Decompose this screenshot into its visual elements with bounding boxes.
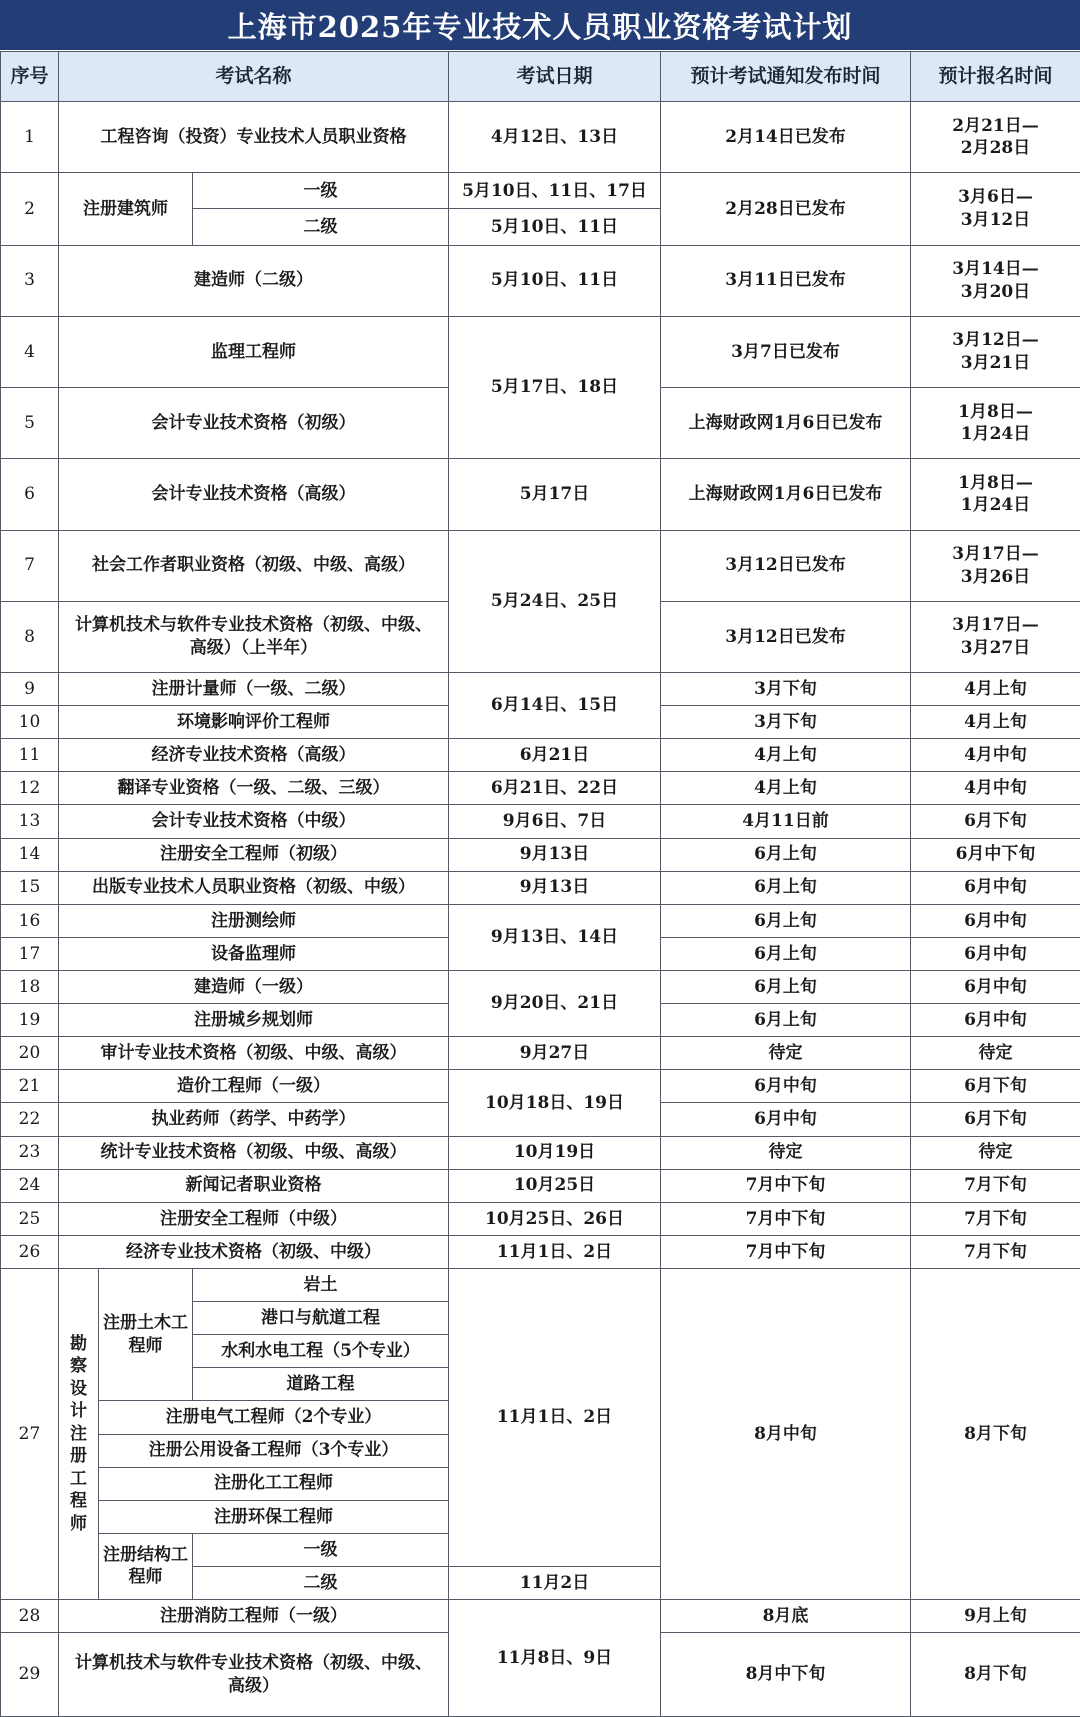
reg-cell: 6月中旬 <box>911 871 1080 904</box>
reg-cell: 4月中旬 <box>911 739 1080 772</box>
notice-cell: 4月上旬 <box>661 772 911 805</box>
exam-date-cell: 5月24日、25日 <box>449 530 661 673</box>
reg-end: 3月27日 <box>960 637 1031 658</box>
exam-name-line1: 计算机技术与软件专业技术资格（初级、中级、 <box>75 615 432 636</box>
seq-cell: 23 <box>1 1136 59 1169</box>
exam-date-cell: 11月8日、9日 <box>449 1600 661 1717</box>
seq-cell: 10 <box>1 706 59 739</box>
group-char: 师 <box>70 1513 87 1534</box>
notice-cell: 7月中下旬 <box>661 1235 911 1268</box>
seq-cell: 15 <box>1 871 59 904</box>
exam-date-cell: 5月10日、11日、17日 <box>449 173 661 209</box>
reg-cell: 6月中下旬 <box>911 838 1080 871</box>
seq-cell: 20 <box>1 1037 59 1070</box>
exam-name-cell: 注册安全工程师（初级） <box>59 838 449 871</box>
exam-date-cell: 10月19日 <box>449 1136 661 1169</box>
reg-end: 2月28日 <box>960 138 1031 159</box>
table-row <box>1 245 1080 316</box>
struct-line1: 注册结构工 <box>103 1545 188 1566</box>
reg-cell <box>911 245 1080 316</box>
notice-cell: 8月中下旬 <box>661 1633 911 1717</box>
reg-end: 3月12日 <box>960 209 1031 230</box>
table-row <box>1 772 1080 805</box>
notice-cell: 8月底 <box>661 1600 911 1633</box>
exam-name-cell: 经济专业技术资格（初级、中级） <box>59 1235 449 1268</box>
reg-cell: 6月中旬 <box>911 937 1080 970</box>
notice-cell: 8月中旬 <box>661 1268 911 1599</box>
reg-cell: 9月上旬 <box>911 1600 1080 1633</box>
notice-cell: 6月中旬 <box>661 1103 911 1136</box>
seq-cell: 27 <box>1 1268 59 1599</box>
seq-cell: 25 <box>1 1202 59 1235</box>
exam-date-cell: 5月10日、11日 <box>449 245 661 316</box>
exam-name-line2: 高级） <box>228 1675 279 1696</box>
header-seq: 序号 <box>1 52 59 102</box>
exam-name-cell: 设备监理师 <box>59 937 449 970</box>
seq-cell: 2 <box>1 173 59 245</box>
exam-name-cell <box>59 1633 449 1717</box>
exam-date-cell: 6月14日、15日 <box>449 673 661 739</box>
table-row <box>1 1136 1080 1169</box>
notice-cell: 2月14日已发布 <box>661 102 911 173</box>
notice-cell: 2月28日已发布 <box>661 173 911 245</box>
notice-cell: 上海财政网1月6日已发布 <box>661 388 911 459</box>
exam-date-cell: 6月21日、22日 <box>449 772 661 805</box>
seq-cell: 9 <box>1 673 59 706</box>
seq-cell: 28 <box>1 1600 59 1633</box>
table-row <box>1 1169 1080 1202</box>
reg-start: 3月17日— <box>952 544 1039 565</box>
table-row <box>1 1037 1080 1070</box>
civil-line2: 程师 <box>128 1335 163 1356</box>
exam-name-cell: 注册环保工程师 <box>99 1500 449 1533</box>
exam-name-cell: 会计专业技术资格（初级） <box>59 388 449 459</box>
notice-cell: 3月11日已发布 <box>661 245 911 316</box>
seq-cell: 13 <box>1 805 59 838</box>
header-reg: 预计报名时间 <box>911 52 1080 102</box>
exam-date-cell: 11月1日、2日 <box>449 1235 661 1268</box>
table-row <box>1 970 1080 1003</box>
notice-cell: 7月中下旬 <box>661 1202 911 1235</box>
notice-cell: 6月上旬 <box>661 970 911 1003</box>
exam-name-cell: 会计专业技术资格（高级） <box>59 459 449 530</box>
exam-date-cell: 9月13日 <box>449 838 661 871</box>
table-row <box>1 838 1080 871</box>
group-char: 勘察 <box>70 1334 87 1377</box>
exam-name-cell <box>59 601 449 672</box>
exam-name-cell: 工程咨询（投资）专业技术人员职业资格 <box>59 102 449 173</box>
exam-name-cell: 会计专业技术资格（中级） <box>59 805 449 838</box>
header-notice: 预计考试通知发布时间 <box>661 52 911 102</box>
reg-cell: 8月下旬 <box>911 1633 1080 1717</box>
exam-subname-cell: 一级 <box>193 1533 449 1566</box>
reg-cell: 6月下旬 <box>911 805 1080 838</box>
notice-cell: 待定 <box>661 1136 911 1169</box>
table-row <box>1 316 1080 387</box>
group-char: 工程 <box>70 1468 87 1512</box>
reg-cell <box>911 601 1080 672</box>
exam-name-line1: 计算机技术与软件专业技术资格（初级、中级、 <box>75 1653 432 1674</box>
exam-subname-cell: 岩土 <box>193 1268 449 1301</box>
reg-end: 3月26日 <box>960 566 1031 587</box>
exam-subname-cell: 道路工程 <box>193 1368 449 1401</box>
table-row <box>1 459 1080 530</box>
table-row <box>1 173 1080 209</box>
seq-cell: 4 <box>1 316 59 387</box>
exam-date-cell: 9月20日、21日 <box>449 970 661 1036</box>
notice-cell: 6月中旬 <box>661 1070 911 1103</box>
reg-cell <box>911 530 1080 601</box>
exam-name-cell: 注册计量师（一级、二级） <box>59 673 449 706</box>
exam-date-cell: 11月1日、2日 <box>449 1268 661 1566</box>
exam-name-cell: 注册建筑师 <box>59 173 193 245</box>
reg-start: 3月14日— <box>952 259 1039 280</box>
exam-name-cell: 注册消防工程师（一级） <box>59 1600 449 1633</box>
notice-cell: 待定 <box>661 1037 911 1070</box>
seq-cell: 12 <box>1 772 59 805</box>
seq-cell: 29 <box>1 1633 59 1717</box>
exam-name-cell: 执业药师（药学、中药学） <box>59 1103 449 1136</box>
seq-cell: 19 <box>1 1004 59 1037</box>
notice-cell: 4月上旬 <box>661 739 911 772</box>
exam-date-cell: 5月17日、18日 <box>449 316 661 459</box>
seq-cell: 6 <box>1 459 59 530</box>
table-row <box>1 904 1080 937</box>
reg-start: 3月12日— <box>952 330 1039 351</box>
reg-start: 1月8日— <box>958 472 1033 493</box>
reg-cell: 7月下旬 <box>911 1235 1080 1268</box>
exam-name-cell: 注册城乡规划师 <box>59 1004 449 1037</box>
seq-cell: 18 <box>1 970 59 1003</box>
exam-name-cell: 经济专业技术资格（高级） <box>59 739 449 772</box>
notice-cell: 上海财政网1月6日已发布 <box>661 459 911 530</box>
table-row <box>1 805 1080 838</box>
notice-cell: 6月上旬 <box>661 904 911 937</box>
exam-name-cell: 新闻记者职业资格 <box>59 1169 449 1202</box>
reg-cell: 6月下旬 <box>911 1070 1080 1103</box>
exam-date-cell: 10月25日、26日 <box>449 1202 661 1235</box>
reg-cell: 7月下旬 <box>911 1202 1080 1235</box>
exam-subname-cell: 一级 <box>193 173 449 209</box>
table-row <box>1 1235 1080 1268</box>
reg-cell: 7月下旬 <box>911 1169 1080 1202</box>
exam-name-cell: 注册安全工程师（中级） <box>59 1202 449 1235</box>
seq-cell: 24 <box>1 1169 59 1202</box>
exam-name-cell: 建造师（一级） <box>59 970 449 1003</box>
reg-cell: 6月下旬 <box>911 1103 1080 1136</box>
exam-name-cell: 出版专业技术人员职业资格（初级、中级） <box>59 871 449 904</box>
exam-subname-cell: 二级 <box>193 1566 449 1599</box>
exam-date-cell: 5月10日、11日 <box>449 209 661 245</box>
notice-cell: 3月下旬 <box>661 673 911 706</box>
exam-date-cell: 4月12日、13日 <box>449 102 661 173</box>
exam-name-cell: 环境影响评价工程师 <box>59 706 449 739</box>
reg-cell: 待定 <box>911 1037 1080 1070</box>
reg-cell <box>911 459 1080 530</box>
seq-cell: 3 <box>1 245 59 316</box>
notice-cell: 7月中下旬 <box>661 1169 911 1202</box>
reg-cell: 4月上旬 <box>911 706 1080 739</box>
reg-cell: 6月中旬 <box>911 904 1080 937</box>
reg-cell <box>911 316 1080 387</box>
seq-cell: 5 <box>1 388 59 459</box>
reg-start: 1月8日— <box>958 401 1033 422</box>
reg-start: 3月6日— <box>958 187 1033 208</box>
reg-end: 3月20日 <box>960 281 1031 302</box>
notice-cell: 6月上旬 <box>661 871 911 904</box>
exam-name-cell: 注册化工工程师 <box>99 1467 449 1500</box>
seq-cell: 22 <box>1 1103 59 1136</box>
seq-cell: 1 <box>1 102 59 173</box>
civil-engineer-cell <box>99 1268 193 1400</box>
exam-date-cell: 10月25日 <box>449 1169 661 1202</box>
exam-name-cell: 社会工作者职业资格（初级、中级、高级） <box>59 530 449 601</box>
reg-cell: 6月中旬 <box>911 970 1080 1003</box>
exam-name-cell: 监理工程师 <box>59 316 449 387</box>
table-row <box>1 1070 1080 1103</box>
reg-start: 2月21日— <box>952 115 1039 136</box>
exam-name-cell: 翻译专业资格（一级、二级、三级） <box>59 772 449 805</box>
exam-name-cell: 注册测绘师 <box>59 904 449 937</box>
notice-cell: 3月12日已发布 <box>661 530 911 601</box>
exam-name-cell: 建造师（二级） <box>59 245 449 316</box>
exam-plan-table <box>0 51 1080 1717</box>
exam-date-cell: 10月18日、19日 <box>449 1070 661 1136</box>
notice-cell: 6月上旬 <box>661 838 911 871</box>
exam-subname-cell: 二级 <box>193 209 449 245</box>
table-row <box>1 871 1080 904</box>
seq-cell: 26 <box>1 1235 59 1268</box>
notice-cell: 6月上旬 <box>661 937 911 970</box>
table-row <box>1 102 1080 173</box>
exam-date-cell: 9月6日、7日 <box>449 805 661 838</box>
table-row <box>1 1268 1080 1301</box>
exam-name-line2: 高级）（上半年） <box>189 637 318 658</box>
reg-cell: 8月下旬 <box>911 1268 1080 1599</box>
notice-cell: 4月11日前 <box>661 805 911 838</box>
seq-cell: 17 <box>1 937 59 970</box>
exam-date-cell: 9月13日 <box>449 871 661 904</box>
reg-cell <box>911 173 1080 245</box>
exam-name-cell: 造价工程师（一级） <box>59 1070 449 1103</box>
header-name: 考试名称 <box>59 52 449 102</box>
reg-cell: 4月中旬 <box>911 772 1080 805</box>
seq-cell: 11 <box>1 739 59 772</box>
structural-engineer-cell <box>99 1533 193 1599</box>
seq-cell: 7 <box>1 530 59 601</box>
reg-cell: 待定 <box>911 1136 1080 1169</box>
exam-date-cell: 6月21日 <box>449 739 661 772</box>
table-row <box>1 739 1080 772</box>
page-title: 上海市2025年专业技术人员职业资格考试计划 <box>0 0 1080 50</box>
seq-cell: 16 <box>1 904 59 937</box>
reg-cell: 6月中旬 <box>911 1004 1080 1037</box>
seq-cell: 8 <box>1 601 59 672</box>
exam-date-cell: 11月2日 <box>449 1566 661 1599</box>
notice-cell: 6月上旬 <box>661 1004 911 1037</box>
exam-name-cell: 注册公用设备工程师（3个专业） <box>99 1434 449 1467</box>
reg-cell <box>911 388 1080 459</box>
reg-end: 3月21日 <box>960 352 1031 373</box>
exam-subname-cell: 水利水电工程（5个专业） <box>193 1335 449 1368</box>
reg-start: 3月17日— <box>952 615 1039 636</box>
header-date: 考试日期 <box>449 52 661 102</box>
table-row <box>1 530 1080 601</box>
reg-end: 1月24日 <box>960 495 1031 516</box>
group-char: 设计 <box>70 1378 87 1422</box>
table-row <box>1 1600 1080 1633</box>
notice-cell: 3月12日已发布 <box>661 601 911 672</box>
notice-cell: 3月下旬 <box>661 706 911 739</box>
survey-design-group-cell <box>59 1268 99 1599</box>
exam-name-cell: 统计专业技术资格（初级、中级、高级） <box>59 1136 449 1169</box>
struct-line2: 程师 <box>128 1567 163 1588</box>
group-char: 注册 <box>70 1423 87 1467</box>
seq-cell: 21 <box>1 1070 59 1103</box>
table-header-row <box>1 52 1080 102</box>
reg-cell: 4月上旬 <box>911 673 1080 706</box>
exam-name-cell: 注册电气工程师（2个专业） <box>99 1401 449 1434</box>
exam-date-cell: 9月27日 <box>449 1037 661 1070</box>
table-row <box>1 673 1080 706</box>
seq-cell: 14 <box>1 838 59 871</box>
exam-name-cell: 审计专业技术资格（初级、中级、高级） <box>59 1037 449 1070</box>
civil-line1: 注册土木工 <box>103 1313 188 1334</box>
exam-date-cell: 9月13日、14日 <box>449 904 661 970</box>
exam-date-cell: 5月17日 <box>449 459 661 530</box>
table-row <box>1 1202 1080 1235</box>
reg-cell <box>911 102 1080 173</box>
reg-end: 1月24日 <box>960 424 1031 445</box>
exam-subname-cell: 港口与航道工程 <box>193 1302 449 1335</box>
notice-cell: 3月7日已发布 <box>661 316 911 387</box>
